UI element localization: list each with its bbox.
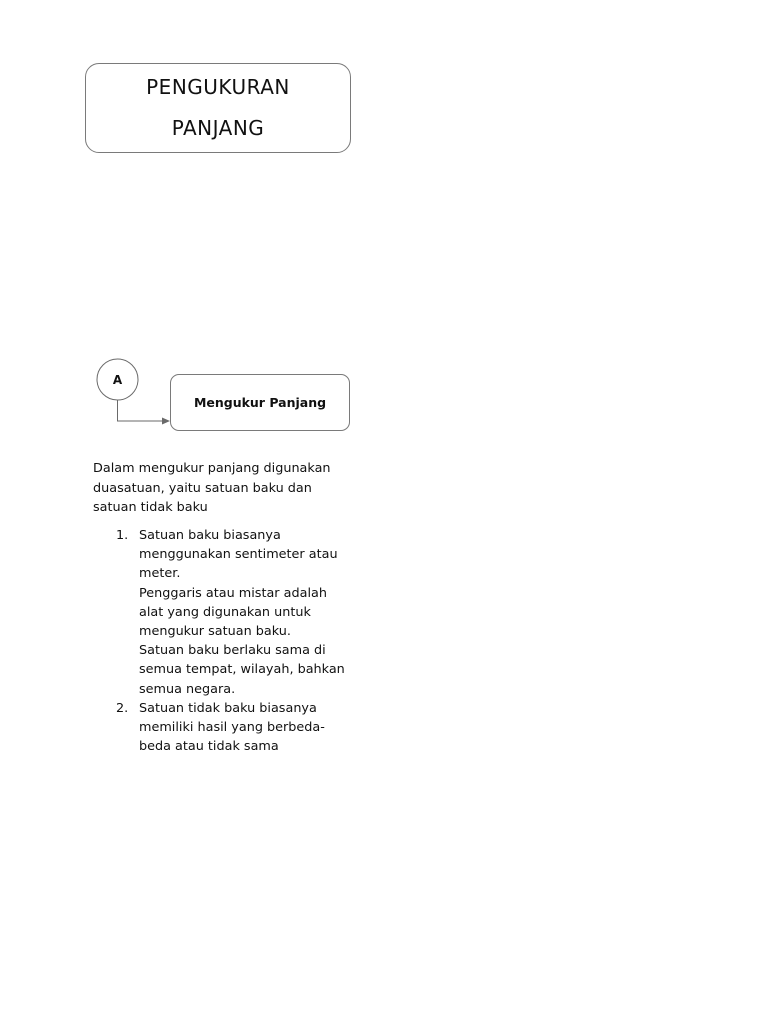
list-paragraph: Satuan baku biasanya menggunakan sentimeter atau meter. — [139, 528, 338, 582]
list-paragraph: Penggaris atau mistar adalah alat yang digunakan untuk mengukur satuan baku. — [139, 585, 327, 640]
list-number: 2. — [116, 700, 129, 716]
connector-arrow-head — [162, 418, 170, 425]
list-number: 1. — [116, 528, 129, 543]
list-paragraph: Satuan tidak baku biasanya memiliki hasil yang berbeda-beda atau tidak sama — [139, 700, 325, 755]
numbered-list — [93, 526, 355, 756]
list-paragraph: Satuan baku berlaku sama di semua tempat, wilayah, bahkan semua negara. — [139, 643, 345, 697]
connector-label: A — [112, 372, 123, 387]
connector-arrow-line — [118, 400, 165, 421]
list-item-body — [139, 526, 355, 699]
intro-paragraph: Dalam mengukur panjang digunakan duasatuan, yaitu satuan baku dan satuan tidak baku — [93, 461, 331, 515]
step-box — [170, 374, 350, 431]
list-item-body — [139, 699, 355, 757]
title-line-1: PENGUKURAN — [146, 75, 290, 99]
list-item — [93, 699, 355, 757]
title-line-2: PANJANG — [171, 116, 265, 140]
step-label: Mengukur Panjang — [193, 395, 327, 410]
title-box — [85, 63, 351, 153]
list-item — [93, 526, 355, 699]
